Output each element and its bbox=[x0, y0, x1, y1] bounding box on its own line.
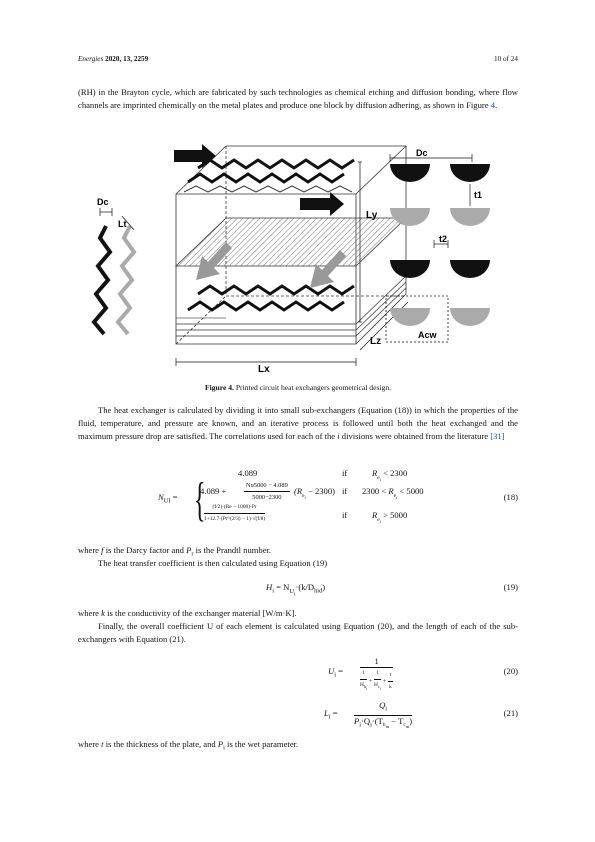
hatched-plate bbox=[176, 218, 406, 266]
channel-bottom-left bbox=[390, 308, 430, 326]
channel-cross-sections bbox=[386, 154, 490, 342]
label-dc-right: Dc bbox=[416, 148, 428, 158]
figure-caption: Figure 4. Printed circuit heat exchangers geometrical design. bbox=[204, 383, 392, 392]
channel-top-right bbox=[450, 164, 490, 182]
journal-citation: Energies 2020, 13, 2259 bbox=[78, 55, 149, 63]
page-number: 10 of 24 bbox=[494, 55, 518, 63]
eq18-brace: { bbox=[194, 473, 206, 526]
label-lt: Lt bbox=[118, 219, 127, 229]
channel-profile-left bbox=[94, 208, 134, 334]
label-lz: Lz bbox=[370, 336, 382, 347]
eq18-number: (18) bbox=[503, 492, 518, 502]
label-lx: Lx bbox=[258, 364, 270, 375]
label-t1: t1 bbox=[474, 190, 483, 200]
label-dc-left: Dc bbox=[97, 197, 109, 207]
inlet-arrow-right bbox=[300, 192, 344, 216]
equation-21: $L_i$ = $Q_i$ $P_i\cdot Q_i\cdot(T_{h_m} - T_{c_m})$ (21) bbox=[324, 700, 518, 730]
label-ly: Ly bbox=[366, 210, 378, 221]
citation-31-link[interactable]: [31] bbox=[490, 431, 505, 442]
top-channel-layers bbox=[184, 160, 354, 192]
eq21-number: (21) bbox=[503, 708, 518, 718]
calc-paragraph: The heat exchanger is calculated by dividing it into small sub-exchangers (Equation (18)) in which the properties of the fluid, temperature, and pressure are known, and an iterative process is followed until both the heat exchanged and the maximum pressure drop are satisfied. The correlations used for each of the i divisions were obtained from the literature [31] bbox=[78, 405, 518, 442]
channel-lower-left bbox=[390, 260, 430, 278]
overall-paragraph: Finally, the overall coefficient U of each element is calculated using Equation (20), and the length of each of the sub-exchangers with Equation (21). bbox=[78, 621, 518, 645]
channel-lower-right bbox=[450, 260, 490, 278]
equation-18: $N_{UI}$ = { 4.089 if $R_{e_i} < 2300$ 4.089 + $\frac{Nu5000 - 4.089}{5000-2300}$ $(R_{e_i} - 2300)$ if $2300 < R_{e_i} < 5000$ $\frac{(f/2)\cdot(Re - 1000)\cdot Pr}{1+12.7\cdot(Pr\^{}(2/3) - 1)\cdot√(f/8)}$ if $R_{e_i} > 5000$ (18) bbox=[78, 462, 518, 542]
intro-paragraph: (RH) in the Brayton cycle, which are fabricated by such technologies as chemical etching and diffusion bonding, where flow channels are imprinted chemically on the metal plates and produce one block by diffusion adhering, as shown in Figure 4. bbox=[78, 87, 518, 111]
figure-4-link[interactable]: 4 bbox=[490, 100, 496, 111]
eq20-number: (20) bbox=[503, 666, 518, 676]
channel-bottom-right bbox=[450, 308, 490, 326]
label-acw: Acw bbox=[418, 330, 437, 340]
equation-19: $H_i = N_{U_i}\cdot(k/D_{hid})$ (19) bbox=[266, 582, 518, 597]
bottom-channel-layers bbox=[176, 286, 354, 318]
where-k-line: where k is the conductivity of the exchanger material [W/m·K]. bbox=[78, 608, 297, 618]
label-t2: t2 bbox=[439, 234, 448, 244]
channel-top-left bbox=[390, 164, 430, 182]
eq19-number: (19) bbox=[503, 582, 518, 592]
htc-paragraph: The heat transfer coefficient is then calculated using Equation (19) bbox=[98, 558, 328, 568]
inlet-arrow-top bbox=[174, 144, 216, 168]
eq18-lhs: $N_{UI}$ = bbox=[158, 492, 178, 505]
where-f-line: where f is the Darcy factor and $P_r$ is the Prandtl number. bbox=[78, 545, 272, 558]
channel-mid-right bbox=[450, 208, 490, 226]
equation-20: $U_i$ = 1 $\frac{1}{H_{h_i}}$ + $\frac{1}{H_{c_i}}$ + $\frac{t}{k}$ (20) bbox=[328, 656, 518, 691]
running-header bbox=[78, 55, 518, 67]
where-t-line: where t is the thickness of the plate, and $P_i$ is the wet parameter. bbox=[78, 739, 299, 752]
pche-geometry-figure bbox=[78, 134, 518, 382]
